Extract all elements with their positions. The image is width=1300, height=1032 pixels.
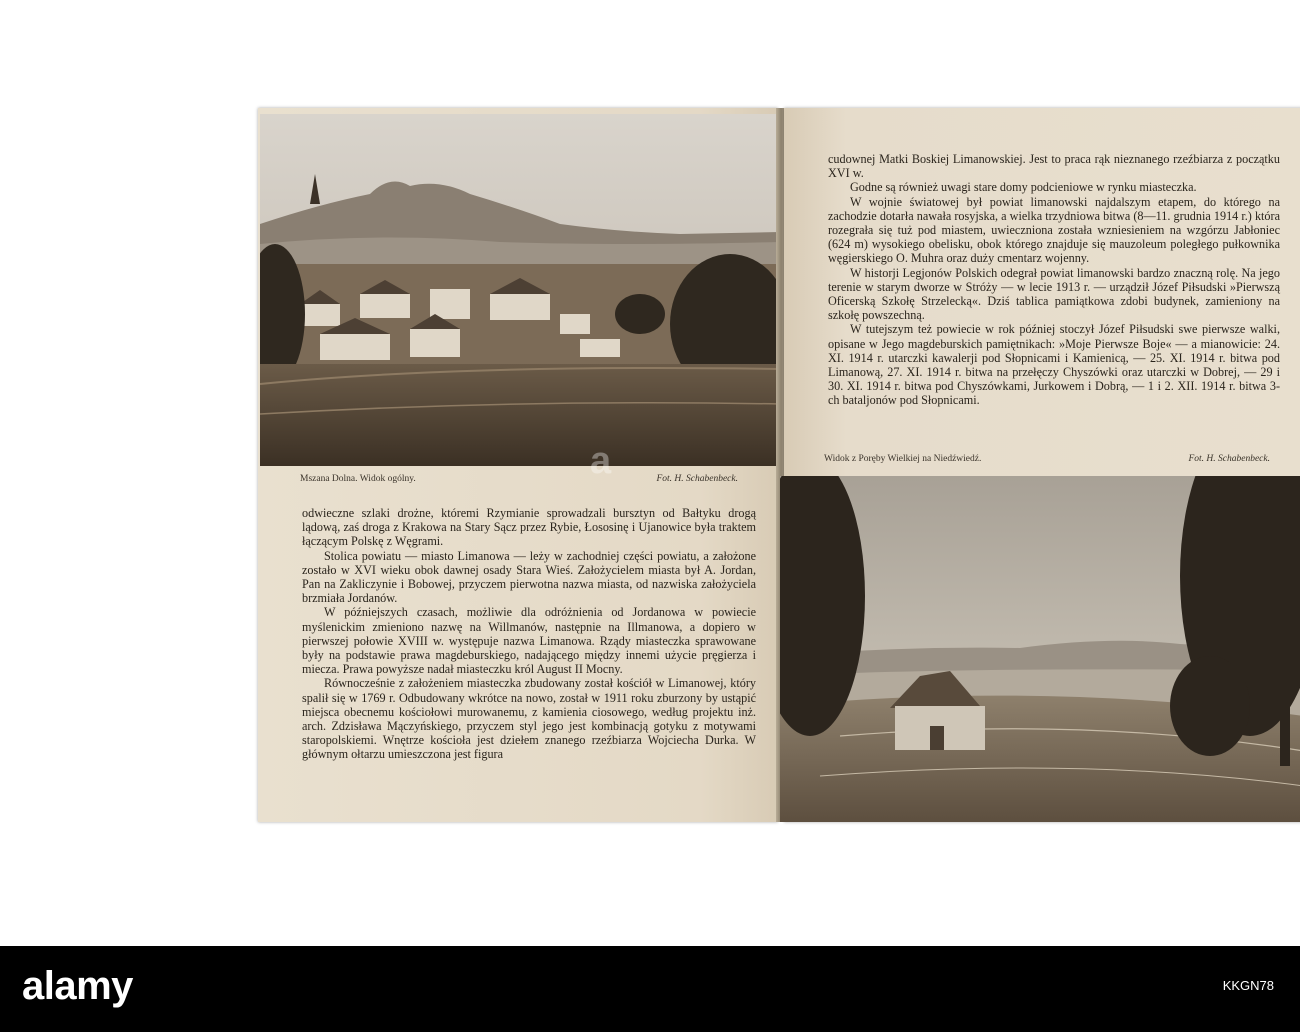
paragraph: cudownej Matki Boskiej Limanowskiej. Jest to praca rąk nieznanego rzeźbiarza z początku XVI w. (828, 152, 1280, 181)
paragraph: W historji Legjonów Polskich odegrał powiat limanowski bardzo znaczną rolę. Na jego terenie w starym dworze w Stróży — w lecie 1913 r. — urządził Józef Piłsudski »Pierwszą Oficerską Szkołę Strzelecką«. Dziś tablica pamiątkowa zdobi budynek, zamieniony na szkołę powszechną. (828, 265, 1280, 323)
photo-poreba-wielka (780, 476, 1300, 822)
left-photo-caption-row (300, 474, 738, 484)
right-photo-credit: Fot. H. Schabenbeck. (1188, 454, 1270, 464)
left-photo-caption: Mszana Dolna. Widok ogólny. (300, 474, 416, 484)
watermark: a (590, 440, 612, 482)
paragraph: W tutejszym też powiecie w rok później stoczył Józef Piłsudski swe pierwsze walki, opisane w Jego magdeburskich pamiętnikach: »Moje Pierwsze Boje« — a mianowicie: 24. XI. 1914 r. utarczki kawalerji pod Słopnicami i Kamienicą, — 25. XI. 1914 r. bitwa pod Limanową, 27. XI. 1914 r. bitwa na przełęczy Chyszówki oraz utarczki w Dobrej, — 29 i 30. XI. 1914 r. bitwa pod Chyszówkami, Jurkowem i Dobrą, — 1 i 2. XII. 1914 r. bitwa 3-ch bataljonów pod Słopnicami. (828, 322, 1280, 408)
paragraph: Równocześnie z założeniem miasteczka zbudowany został kościół w Limanowej, który spalił się w 1769 r. Odbudowany wkrótce na nowo, został w 1911 roku zburzony by ustąpić miejsca obecnemu kościołowi murowanemu, z kamienia ciosowego, według projektu inż. arch. Zdzisława Mączyńskiego, przyczem styl jego jest kombinacją gotyku z motywami staropolskiemi. Wnętrze kościoła jest dziełem znanego rzeźbiarza Wojciecha Durka. W głównym ołtarzu umieszczona jest figura (302, 676, 756, 762)
paragraph: odwieczne szlaki drożne, któremi Rzymianie sprowadzali bursztyn od Bałtyku drogą lądową, zaś droga z Krakowa na Stary Sącz przez Rybie, Łososinę i Ujanowice była traktem łączącym Polskę z Węgrami. (302, 506, 756, 549)
left-page-text (302, 506, 756, 762)
paragraph: W późniejszych czasach, możliwie dla odróżnienia od Jordanowa w powiecie myślenickim zmieniono nazwę na Willmanów, następnie na Illmanowa, a dopiero w pierwszej połowie XVIII w. występuje nazwa Limanowa. Rządy miasteczka sprawowane były na podstawie prawa magdeburskiego, nadającego między innemi użycie pręgierza i miecza. Prawa powyższe nadał miasteczku król August II Mocny. (302, 605, 756, 677)
paragraph: Stolica powiatu — miasto Limanowa — leży w zachodniej części powiatu, a założone zostało w XVI wieku obok dawnej osady Stara Wieś. Założycielem miasta był A. Jordan, Pan na Zakliczynie i Bobowej, przyczem pierwotna nazwa miasta, od nazwiska założyciela brzmiała Jordanów. (302, 548, 756, 606)
brand-logo: alamy (22, 964, 133, 1008)
right-photo-caption: Widok z Poręby Wielkiej na Niedźwiedź. (824, 454, 982, 464)
right-page-text (828, 152, 1280, 408)
booklet-spread (258, 108, 1300, 822)
left-photo-credit: Fot. H. Schabenbeck. (656, 474, 738, 484)
footer-bar (0, 946, 1300, 1032)
left-page (258, 108, 778, 822)
right-page (784, 108, 1300, 822)
image-id: KKGN78 (1222, 978, 1274, 993)
paragraph: Godne są również uwagi stare domy podcieniowe w rynku miasteczka. (850, 180, 1197, 195)
right-photo-caption-row (824, 454, 1270, 464)
photo-mszana-dolna (260, 114, 780, 466)
paragraph: W wojnie światowej był powiat limanowski najdalszym etapem, do którego na zachodzie dotarła nawała rosyjska, a wielka trzydniowa bitwa (8—11. grudnia 1914 r.) która rozegrała się tuż pod miastem, uwieczniona została wzniesieniem na wzgórzu Jabłoniec (624 m) wysokiego obelisku, obok którego znajduje się mauzoleum poległego pułkownika węgierskiego O. Muhra oraz duży cmentarz wojenny. (828, 194, 1280, 266)
